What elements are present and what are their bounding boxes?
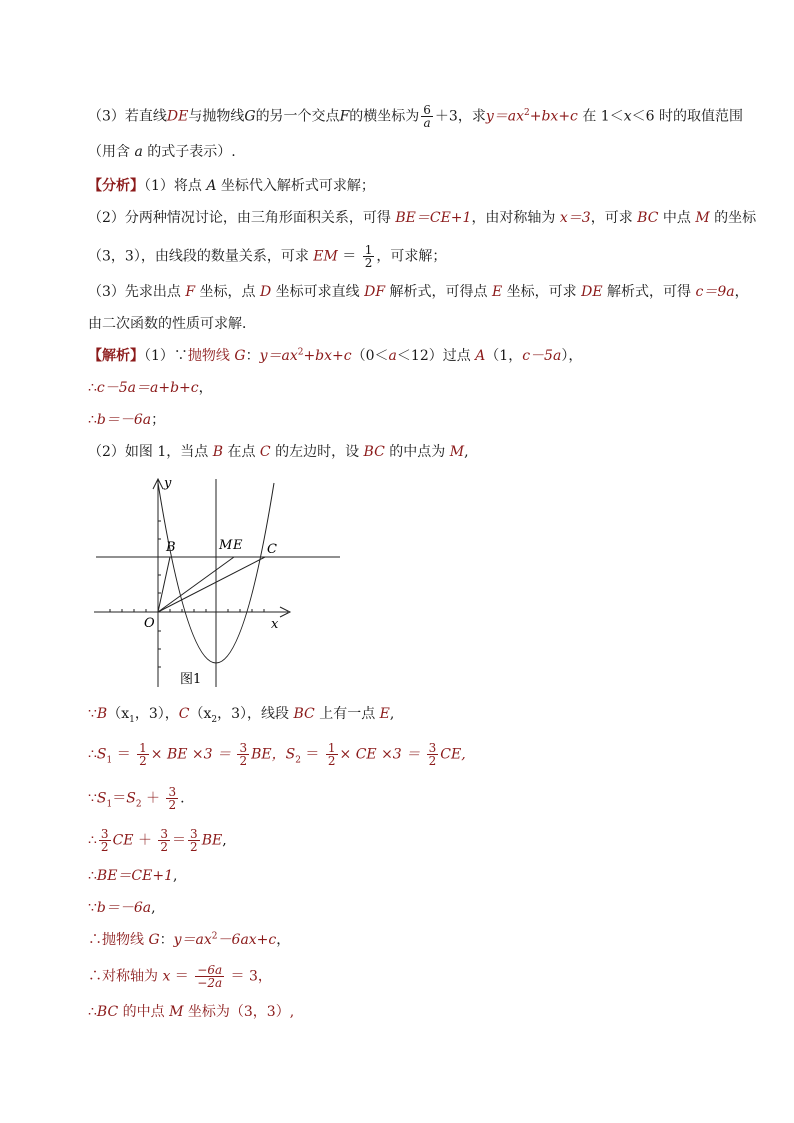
label-x: x (271, 617, 279, 632)
part3-question-line1: （3）若直线DE与抛物线G的另一个交点F的横坐标为 $\frac{6}{a}$ ＋3，求$y=ax^2+bx+c$ 在 1＜x＜6 时的取值范围 (88, 103, 743, 130)
solution-line2: ∴c－5a＝a+b+c， (88, 380, 213, 396)
step-be-ce-plus-1: ∴BE＝CE+1, (88, 868, 178, 884)
step-s1-equals-s2: $\because S_1=S_2$ ＋ $\frac{3}{2}$ . (88, 785, 185, 812)
label-o: O (144, 616, 155, 631)
fraction-6-over-a: $\frac{6}{a}$ (423, 103, 431, 130)
label-y: y (164, 476, 172, 491)
step-ce-be-relation: ∴ $\frac{3}{2}$ CE ＋ $\frac{3}{2}$ ＝ $\frac{3}{2}$ BE, (88, 827, 227, 854)
step-parabola-equation: ∴抛物线 G：$y=ax^2-6ax+c$， (88, 931, 291, 948)
step-symmetry-axis: ∴对称轴为 x ＝ $\frac{-6a}{-2a}$ ＝ 3， (88, 963, 272, 990)
label-m: M (219, 538, 233, 553)
analysis-line5: 由二次函数的性质可求解． (88, 316, 256, 332)
segment-oe (158, 557, 234, 612)
segment-ob (158, 557, 170, 612)
step-area-formulas: $\therefore S_1$ ＝ $\frac{1}{2}$ × BE ×3 ＝ $\frac{3}{2}$ BE，$S_2$ ＝ $\frac{1}{2}$ × CE ×3 ＝ $\frac{3}{2}$ CE, (88, 741, 466, 768)
label-b: B (166, 540, 176, 555)
step-midpoint-m: ∴BC 的中点 M 坐标为（3，3）, (88, 1004, 295, 1020)
solution-line4: （2）如图 1，当点 B 在点 C 的左边时，设 BC 的中点为 M, (88, 444, 469, 460)
step-b-value: ∵b＝－6a, (88, 900, 156, 916)
solution-line3: ∴b＝－6a； (88, 412, 166, 428)
analysis-line2: （2）分两种情况讨论，由三角形面积关系，可得 BE＝CE+1，由对称轴为 x＝3，可求 BC 中点 M 的坐标 (88, 210, 757, 226)
figure-caption: 图1 (180, 672, 202, 687)
label-e: E (233, 538, 243, 553)
analysis-line3: （3，3），由线段的数量关系，可求 EM ＝ $\frac{1}{2}$ ，可求解； (88, 243, 447, 270)
solution-line1: 【解析】（1）∵抛物线 G：$y=ax^2+bx+c(0<a<12)$过点 A（1，c－5a）， (88, 347, 583, 364)
step-b-c-coordinates: $\because B(x_1$，3），$C(x_2$，3），线段 BC 上有一点 E, (88, 706, 395, 725)
part3-question-line2: （用含 a 的式子表示）. (88, 144, 236, 160)
label-c: C (267, 542, 277, 557)
analysis-line4: （3）先求出点 F 坐标，点 D 坐标可求直线 DF 解析式，可得点 E 坐标，可求 DE 解析式，可得 c＝9a， (88, 284, 749, 300)
analysis-line1: 【分析】（1）将点 A 坐标代入解析式可求解； (88, 178, 375, 194)
fraction-1-over-2: $\frac{1}{2}$ (364, 243, 373, 270)
figure-1-parabola-diagram (90, 475, 350, 690)
